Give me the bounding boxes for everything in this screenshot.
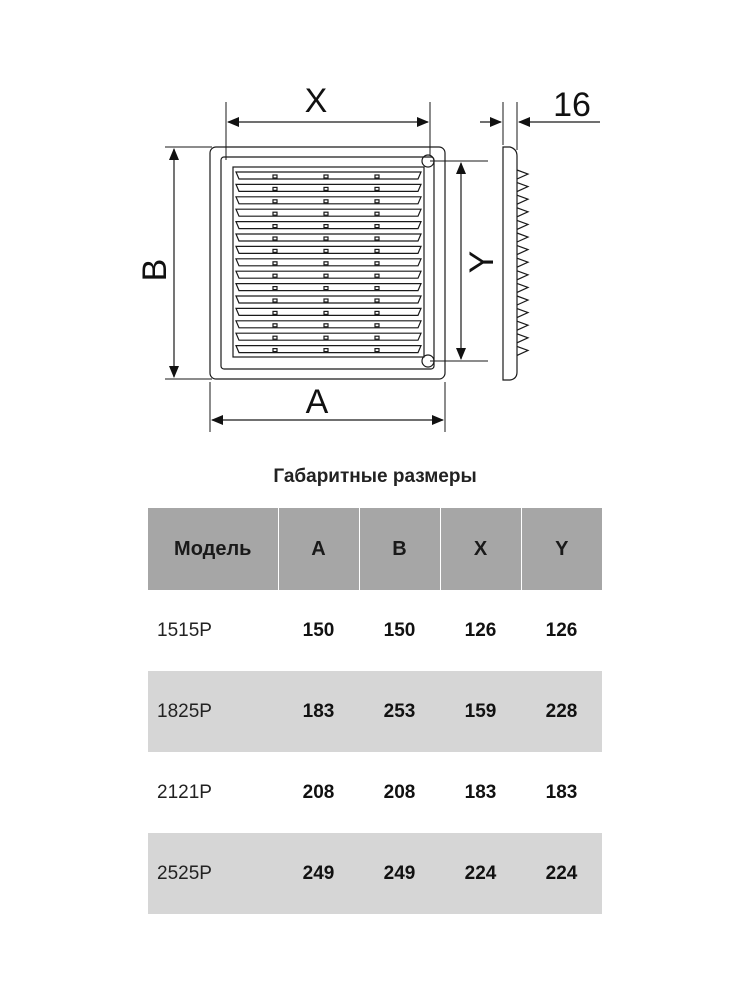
louver-rib xyxy=(324,187,328,190)
louver-rib xyxy=(324,299,328,302)
side-flange xyxy=(503,147,517,380)
cell-a: 249 xyxy=(278,833,359,914)
side-fins xyxy=(517,170,528,355)
louver-rib xyxy=(324,225,328,228)
label-x: X xyxy=(304,82,328,120)
cell-a: 183 xyxy=(278,671,359,752)
louver-rib xyxy=(375,237,379,240)
louver-rib xyxy=(375,311,379,314)
louver-rib xyxy=(375,187,379,190)
cell-a: 150 xyxy=(302,619,335,641)
cell-y: 224 xyxy=(521,833,602,914)
louver-rib xyxy=(324,336,328,339)
louver-rib xyxy=(324,175,328,178)
louver-rib xyxy=(273,200,277,203)
louver-rib xyxy=(375,349,379,352)
louver-rib xyxy=(273,324,277,327)
louver-rib xyxy=(375,299,379,302)
louver-rib xyxy=(324,287,328,290)
side-view xyxy=(503,147,528,380)
side-fin xyxy=(517,258,528,267)
table-title: Габаритные размеры xyxy=(273,466,477,487)
louver-rib xyxy=(324,349,328,352)
louver-rib xyxy=(375,212,379,215)
cell-model: 2525P xyxy=(148,833,278,914)
side-fin xyxy=(517,271,528,280)
table-row xyxy=(148,590,602,671)
cell-b: 253 xyxy=(359,671,440,752)
louver-rib xyxy=(273,274,277,277)
side-fin xyxy=(517,246,528,255)
side-fin xyxy=(517,283,528,292)
side-fin xyxy=(517,296,528,305)
table-row xyxy=(148,752,602,833)
label-y: Y xyxy=(463,250,501,274)
louver-rib xyxy=(324,274,328,277)
cell-b: 249 xyxy=(359,833,440,914)
label-depth: 16 xyxy=(553,86,591,124)
side-fin xyxy=(517,170,528,179)
header-model: Модель xyxy=(148,508,278,590)
louver-rib xyxy=(273,237,277,240)
label-b: B xyxy=(136,258,174,282)
louver-rib xyxy=(375,336,379,339)
louver-rib xyxy=(375,287,379,290)
louver-rib xyxy=(273,349,277,352)
louver-rib xyxy=(273,225,277,228)
cell-x: 183 xyxy=(464,781,497,803)
cell-x: 159 xyxy=(440,671,521,752)
cell-y: 228 xyxy=(521,671,602,752)
header-x: X xyxy=(440,508,521,590)
louver-rib xyxy=(324,200,328,203)
louver-rib xyxy=(273,249,277,252)
louver-rib xyxy=(375,262,379,265)
louver-rib xyxy=(273,287,277,290)
louver-rib xyxy=(324,324,328,327)
louver-rib xyxy=(375,175,379,178)
side-fin xyxy=(517,195,528,204)
louver-rib xyxy=(324,237,328,240)
header-y: Y xyxy=(521,508,602,590)
louver-rib xyxy=(324,311,328,314)
louver-rib xyxy=(273,311,277,314)
cell-x: 126 xyxy=(464,619,497,641)
table-row xyxy=(148,671,602,752)
side-fin xyxy=(517,321,528,330)
cell-y: 183 xyxy=(545,781,578,803)
side-fin xyxy=(517,309,528,318)
cell-y: 126 xyxy=(545,619,578,641)
louver-rib xyxy=(324,262,328,265)
cell-model: 2121P xyxy=(157,781,212,803)
table-header-row xyxy=(148,508,602,590)
side-fin xyxy=(517,346,528,355)
cell-x: 224 xyxy=(440,833,521,914)
side-fin xyxy=(517,334,528,343)
louver-rib xyxy=(273,175,277,178)
louver-rib xyxy=(375,249,379,252)
cell-b: 150 xyxy=(383,619,416,641)
louver-rib xyxy=(273,336,277,339)
header-a: A xyxy=(278,508,359,590)
side-fin xyxy=(517,233,528,242)
table-row xyxy=(148,833,602,914)
cell-a: 208 xyxy=(302,781,335,803)
louver-rib xyxy=(273,262,277,265)
louver-rib xyxy=(324,212,328,215)
louver-rib xyxy=(375,324,379,327)
louver-rib xyxy=(273,187,277,190)
side-fin xyxy=(517,183,528,192)
louver-rib xyxy=(273,299,277,302)
louver-rib xyxy=(375,274,379,277)
side-fin xyxy=(517,220,528,229)
grille-dimension-drawing xyxy=(0,0,750,440)
side-fin xyxy=(517,208,528,217)
dimensions-table xyxy=(148,508,602,914)
cell-model: 1515P xyxy=(157,619,212,641)
header-b: B xyxy=(359,508,440,590)
louver-rib xyxy=(324,249,328,252)
louver-rib xyxy=(375,200,379,203)
louver-slats xyxy=(236,172,421,353)
louver-rib xyxy=(375,225,379,228)
cell-b: 208 xyxy=(383,781,416,803)
louver-rib xyxy=(273,212,277,215)
label-a: A xyxy=(305,383,329,421)
cell-model: 1825P xyxy=(148,671,278,752)
front-view xyxy=(210,147,445,379)
